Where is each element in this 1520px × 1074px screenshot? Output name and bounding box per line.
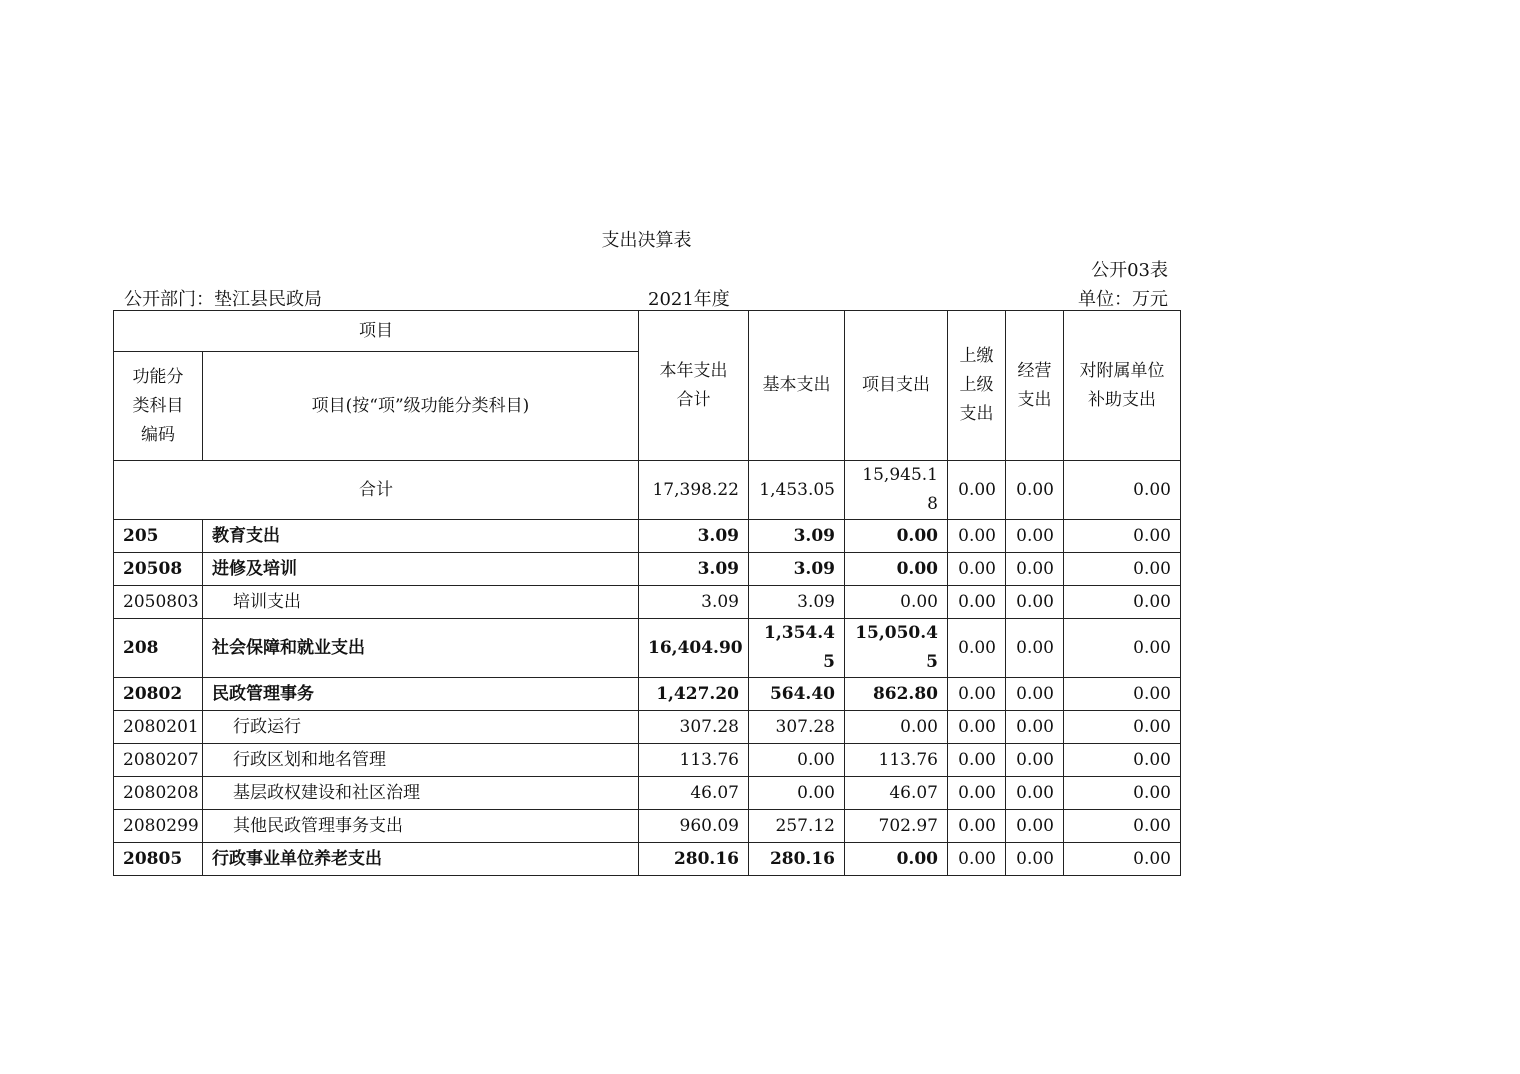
total-operating: 0.00: [1006, 461, 1064, 520]
report-title: 支出决算表: [601, 230, 692, 251]
row-code: 2080299: [114, 810, 203, 843]
table-row: [114, 711, 1181, 744]
row-name: 行政区划和地名管理: [203, 744, 639, 777]
row-total: 3.09: [639, 586, 749, 619]
row-operating: 0.00: [1006, 520, 1064, 553]
header-operating: 经营支出: [1006, 311, 1064, 461]
row-basic: 3.09: [749, 520, 845, 553]
row-upper: 0.00: [948, 744, 1006, 777]
header-name: 项目(按“项”级功能分类科目): [203, 352, 639, 461]
expenditure-table: [113, 310, 1181, 876]
row-basic: 564.40: [749, 678, 845, 711]
row-project: 0.00: [845, 520, 948, 553]
row-subsidy: 0.00: [1064, 810, 1181, 843]
row-basic: 0.00: [749, 777, 845, 810]
row-operating: 0.00: [1006, 586, 1064, 619]
row-code: 2080208: [114, 777, 203, 810]
row-operating: 0.00: [1006, 553, 1064, 586]
total-basic: 1,453.05: [749, 461, 845, 520]
table-row: [114, 777, 1181, 810]
row-basic: 307.28: [749, 711, 845, 744]
row-subsidy: 0.00: [1064, 619, 1181, 678]
row-operating: 0.00: [1006, 678, 1064, 711]
table-row: [114, 744, 1181, 777]
row-total: 1,427.20: [639, 678, 749, 711]
row-upper: 0.00: [948, 711, 1006, 744]
row-code: 2050803: [114, 586, 203, 619]
row-basic: 257.12: [749, 810, 845, 843]
row-name: 培训支出: [203, 586, 639, 619]
row-total: 307.28: [639, 711, 749, 744]
row-upper: 0.00: [948, 520, 1006, 553]
row-upper: 0.00: [948, 586, 1006, 619]
header-project: 项目支出: [845, 311, 948, 461]
row-name: 民政管理事务: [203, 678, 639, 711]
row-subsidy: 0.00: [1064, 553, 1181, 586]
total-subsidy: 0.00: [1064, 461, 1181, 520]
total-row: [114, 461, 1181, 520]
header-code: 功能分类科目编码: [114, 352, 203, 461]
row-project: 702.97: [845, 810, 948, 843]
row-code: 208: [114, 619, 203, 678]
row-upper: 0.00: [948, 843, 1006, 876]
total-label: 合计: [114, 461, 639, 520]
row-code: 205: [114, 520, 203, 553]
row-upper: 0.00: [948, 553, 1006, 586]
table-row: [114, 810, 1181, 843]
row-basic: 3.09: [749, 586, 845, 619]
row-total: 960.09: [639, 810, 749, 843]
row-name: 其他民政管理事务支出: [203, 810, 639, 843]
department-label: 公开部门：垫江县民政局: [124, 289, 322, 310]
row-basic: 3.09: [749, 553, 845, 586]
row-total: 46.07: [639, 777, 749, 810]
row-basic: 0.00: [749, 744, 845, 777]
row-project: 15,050.45: [845, 619, 948, 678]
row-subsidy: 0.00: [1064, 777, 1181, 810]
table-row: [114, 678, 1181, 711]
row-upper: 0.00: [948, 810, 1006, 843]
row-subsidy: 0.00: [1064, 711, 1181, 744]
fiscal-year: 2021年度: [648, 289, 730, 310]
row-name: 行政事业单位养老支出: [203, 843, 639, 876]
total-amount: 17,398.22: [639, 461, 749, 520]
table-row: [114, 520, 1181, 553]
row-project: 46.07: [845, 777, 948, 810]
row-operating: 0.00: [1006, 843, 1064, 876]
row-project: 0.00: [845, 586, 948, 619]
row-subsidy: 0.00: [1064, 586, 1181, 619]
row-name: 社会保障和就业支出: [203, 619, 639, 678]
row-operating: 0.00: [1006, 711, 1064, 744]
row-name: 进修及培训: [203, 553, 639, 586]
row-subsidy: 0.00: [1064, 520, 1181, 553]
row-code: 20508: [114, 553, 203, 586]
row-name: 基层政权建设和社区治理: [203, 777, 639, 810]
row-upper: 0.00: [948, 678, 1006, 711]
row-upper: 0.00: [948, 777, 1006, 810]
row-subsidy: 0.00: [1064, 678, 1181, 711]
row-upper: 0.00: [948, 619, 1006, 678]
unit-label: 单位：万元: [1078, 289, 1168, 310]
row-total: 113.76: [639, 744, 749, 777]
row-basic: 1,354.45: [749, 619, 845, 678]
total-project: 15,945.18: [845, 461, 948, 520]
row-project: 862.80: [845, 678, 948, 711]
row-operating: 0.00: [1006, 744, 1064, 777]
header-subsidy: 对附属单位补助支出: [1064, 311, 1181, 461]
row-project: 0.00: [845, 711, 948, 744]
row-project: 0.00: [845, 553, 948, 586]
row-code: 20802: [114, 678, 203, 711]
header-total: 本年支出合计: [639, 311, 749, 461]
row-name: 行政运行: [203, 711, 639, 744]
row-total: 3.09: [639, 553, 749, 586]
table-row: [114, 619, 1181, 678]
row-operating: 0.00: [1006, 619, 1064, 678]
row-basic: 280.16: [749, 843, 845, 876]
row-operating: 0.00: [1006, 810, 1064, 843]
row-total: 16,404.90: [639, 619, 749, 678]
row-operating: 0.00: [1006, 777, 1064, 810]
header-upper: 上缴上级支出: [948, 311, 1006, 461]
row-code: 20805: [114, 843, 203, 876]
table-row: [114, 843, 1181, 876]
row-name: 教育支出: [203, 520, 639, 553]
table-row: [114, 553, 1181, 586]
table-row: [114, 586, 1181, 619]
row-code: 2080207: [114, 744, 203, 777]
row-code: 2080201: [114, 711, 203, 744]
row-subsidy: 0.00: [1064, 744, 1181, 777]
total-upper: 0.00: [948, 461, 1006, 520]
row-total: 280.16: [639, 843, 749, 876]
form-number: 公开03表: [1091, 260, 1168, 281]
header-item-group: 项目: [114, 311, 639, 352]
row-total: 3.09: [639, 520, 749, 553]
row-project: 0.00: [845, 843, 948, 876]
header-basic: 基本支出: [749, 311, 845, 461]
row-subsidy: 0.00: [1064, 843, 1181, 876]
row-project: 113.76: [845, 744, 948, 777]
